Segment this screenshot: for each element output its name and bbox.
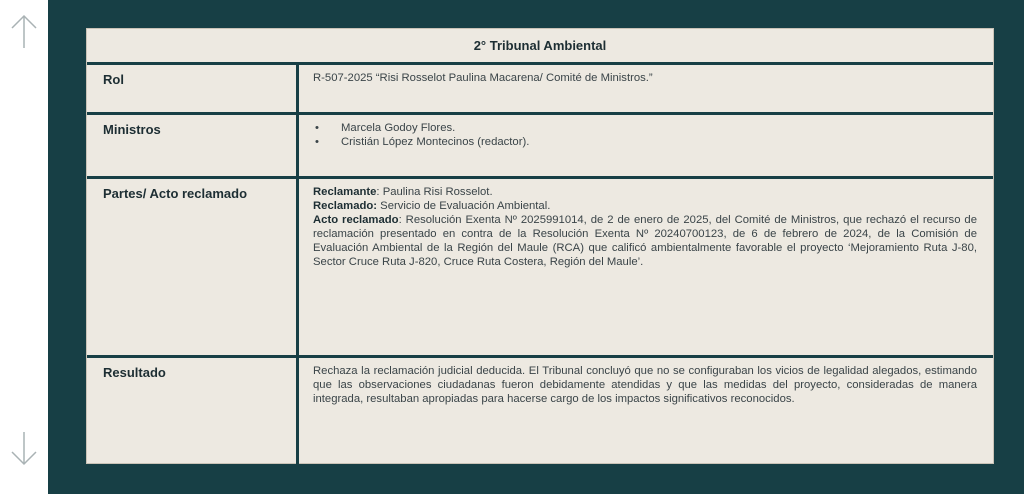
reclamado-value: Servicio de Evaluación Ambiental. — [377, 200, 551, 212]
navigation-strip — [0, 0, 48, 494]
reclamante-label: Reclamante — [313, 186, 377, 198]
row-label: Rol — [87, 65, 299, 112]
arrow-down-icon[interactable] — [10, 430, 38, 466]
row-rol — [87, 65, 993, 115]
acto-value: : Resolución Exenta Nº 2025991014, de 2 de enero de 2025, del Comité de Ministros, que rechazó el recurso de reclamación presentado en contra de la Resolución Exenta Nº 20240700123, de 6 de febrero de 2024, de la Comisión de Evaluación Ambiental de la Región del Maule (RCA) que calificó ambientalmente favorable el proyecto ‘Mejoramiento Ruta J-80, Sector Cruce Ruta J-820, Cruce Ruta Costera, Región del Maule’. — [313, 214, 978, 268]
reclamado-line — [313, 199, 977, 213]
reclamado-label: Reclamado: — [313, 200, 378, 212]
arrow-up-icon[interactable] — [10, 14, 38, 50]
row-label: Partes/ Acto reclamado — [87, 179, 299, 355]
list-item: • Marcela Godoy Flores. — [313, 121, 977, 135]
acto-label: Acto reclamado — [313, 214, 399, 226]
resultado-value: Rechaza la reclamación judicial deducida. El Tribunal concluyó que no se configuraban los vicios de legalidad alegados, estimando que las observaciones ciudadanas fueron debidamente atendidas y que las medidas del proyecto, consideradas de manera integrada, resultaban apropiadas para hacerse cargo de los impactos significativos reconocidos. — [313, 365, 977, 405]
reclamante-line — [313, 185, 977, 199]
row-label: Ministros — [87, 115, 299, 176]
rol-value: R-507-2025 “Risi Rosselot Paulina Macarena/ Comité de Ministros.” — [313, 72, 653, 84]
row-ministros — [87, 115, 993, 179]
partes-value — [299, 179, 993, 355]
acto-line — [313, 213, 977, 269]
ministros-value — [299, 115, 993, 176]
ministros-list — [313, 121, 977, 149]
row-partes — [87, 179, 993, 358]
reclamante-value: : Paulina Risi Rosselot. — [376, 186, 493, 198]
row-resultado — [87, 358, 993, 468]
case-table — [86, 28, 994, 464]
table-title: 2° Tribunal Ambiental — [87, 29, 993, 65]
row-label: Resultado — [87, 358, 299, 468]
list-item: • Cristián López Montecinos (redactor). — [313, 135, 977, 149]
slide-panel — [48, 0, 1024, 494]
